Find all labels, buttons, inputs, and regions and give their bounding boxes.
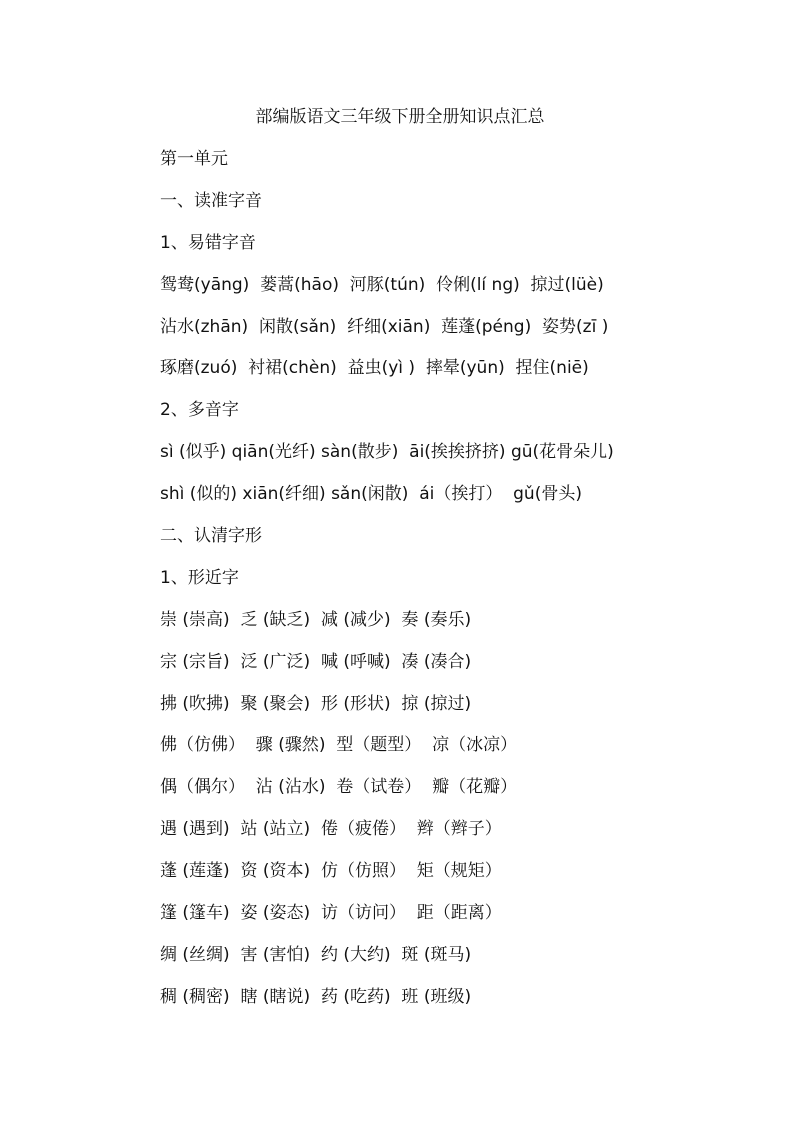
document-body (160, 144, 780, 1024)
similar-char-line: 崇 (崇高) 乏 (缺乏) 减 (减少) 奏 (奏乐) (160, 609, 472, 630)
pinyin-line: 琢磨(zuó) 衬裙(chèn) 益虫(yì ) 摔晕(yūn) 捏住(niē) (160, 358, 589, 379)
similar-char-line: 遇 (遇到) 站 (站立) 倦（疲倦） 辫（辫子） (160, 819, 502, 840)
polyphone-line: shì (似的) xiān(纤细) sǎn(闲散) ái（挨打） gǔ(骨头) (160, 484, 582, 505)
similar-char-line: 蓬 (莲蓬) 资 (资本) 仿（仿照） 矩（规矩） (160, 861, 502, 882)
item-heading: 2、多音字 (160, 400, 239, 421)
section-heading: 第一单元 (160, 149, 228, 169)
similar-char-line: 绸 (丝绸) 害 (害怕) 约 (大约) 斑 (斑马) (160, 944, 472, 965)
item-heading: 1、易错字音 (160, 232, 256, 253)
similar-char-line: 稠 (稠密) 瞎 (瞎说) 药 (吃药) 班 (班级) (160, 986, 472, 1007)
subsection-heading: 一、读准字音 (160, 190, 262, 211)
subsection-heading: 二、认清字形 (160, 526, 262, 547)
pinyin-line: 鸳鸯(yāng) 蒌蒿(hāo) 河豚(tún) 伶俐(lí ng) 掠过(lüè) (160, 274, 604, 295)
similar-char-line: 佛（仿佛） 骤 (骤然) 型（题型） 凉（冰凉） (160, 735, 518, 756)
similar-char-line: 拂 (吹拂) 聚 (聚会) 形 (形状) 掠 (掠过) (160, 693, 472, 714)
document-title: 部编版语文三年级下册全册知识点汇总 (255, 107, 545, 127)
similar-char-line: 篷 (篷车) 姿 (姿态) 访（访问） 距（距离） (160, 903, 502, 924)
similar-char-line: 宗 (宗旨) 泛 (广泛) 喊 (呼喊) 凑 (凑合) (160, 651, 472, 672)
pinyin-line: 沾水(zhān) 闲散(sǎn) 纤细(xiān) 莲蓬(péng) 姿势(zī ) (160, 316, 609, 337)
similar-char-line: 偶（偶尔） 沾 (沾水) 卷（试卷） 瓣（花瓣） (160, 777, 518, 798)
polyphone-line: sì (似乎) qiān(光纤) sàn(散步) āi(挨挨挤挤) gū(花骨朵儿) (160, 442, 614, 463)
item-heading: 1、形近字 (160, 567, 239, 588)
